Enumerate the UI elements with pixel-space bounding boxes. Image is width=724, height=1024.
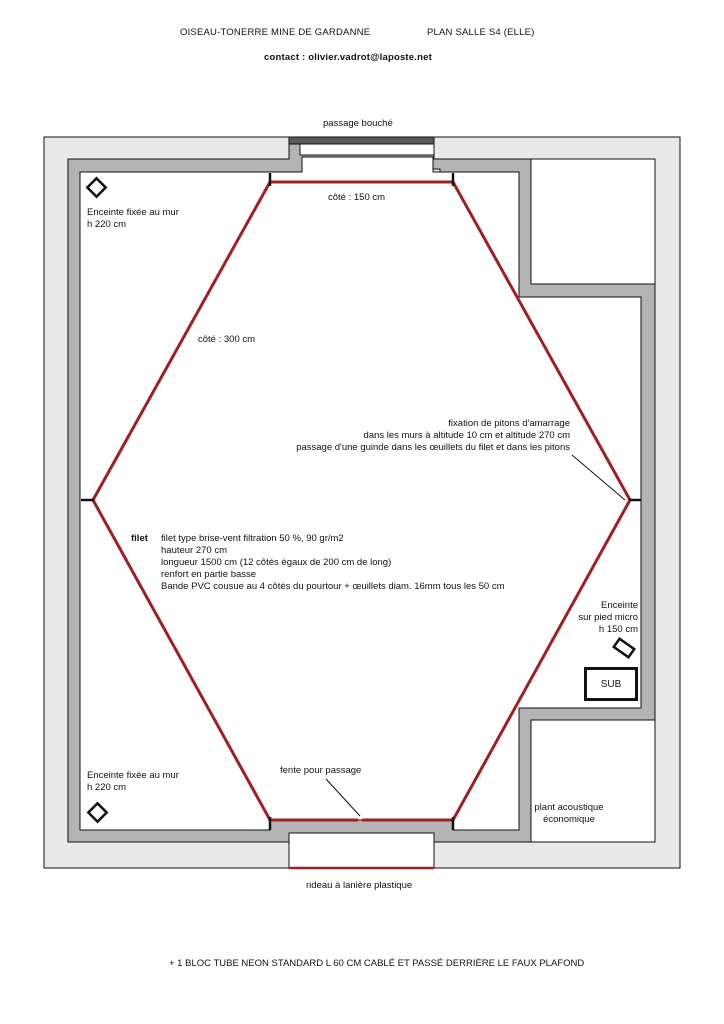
footer-note: + 1 BLOC TUBE NEON STANDARD L 60 CM CABLÉ ET PASSÉ DERRIÈRE LE FAUX PLAFOND [169,958,585,969]
label-fente: fente pour passage [280,765,362,776]
label-line: fixation de pitons d'amarrage [448,418,570,429]
header-plan-title: PLAN SALLE S4 (ELLE) [427,27,535,38]
label-line: dans les murs à altitude 10 cm et altitude 270 cm [363,430,570,441]
label-line: Enceinte [601,600,638,611]
label-line: sur pied micro [578,612,638,623]
label-line: Enceinte fixée au mur [87,770,179,781]
label-filet-title: filet [131,533,148,544]
label-line: hauteur 270 cm [161,545,228,556]
outer-walls [44,137,680,868]
label-filet-spec [161,533,505,593]
sub-box [584,667,638,701]
header-location: OISEAU-TONERRE MINE DE GARDANNE [180,27,371,38]
label-line: longueur 1500 cm (12 côtés égaux de 200 cm de long) [161,557,392,568]
label-speaker-top [87,207,179,231]
passage-bouche-bar [289,137,434,144]
label-cote-300: côté : 300 cm [198,334,256,345]
label-passage-bouche: passage bouché [323,118,393,129]
label-rideau: rideau à lanière plastique [306,880,413,891]
label-line: h 220 cm [87,782,127,793]
label-line: économique [543,814,595,825]
label-line: plant acoustique [534,802,604,813]
label-fixation [296,418,570,454]
label-line: h 220 cm [87,219,127,230]
sub-label: SUB [600,678,622,690]
label-plant [527,802,611,826]
label-line: Bande PVC cousue au 4 côtés du pourtour + œuillets diam. 16mm tous les 50 cm [161,581,505,592]
label-speaker-stand [578,600,638,636]
label-cote-150: côté : 150 cm [328,192,386,203]
label-line: renfort en partie basse [161,569,257,580]
label-line: Enceinte fixée au mur [87,207,179,218]
label-line: h 150 cm [598,624,638,635]
label-speaker-bottom [87,770,179,794]
label-line: passage d'une guinde dans les œuillets du filet et dans les pitons [296,442,570,453]
bottom-opening [289,833,434,868]
header-contact: contact : olivier.vadrot@laposte.net [264,52,432,63]
room-top-right [531,159,655,284]
label-line: filet type brise-vent filtration 50 %, 90 gr/m2 [161,533,344,544]
